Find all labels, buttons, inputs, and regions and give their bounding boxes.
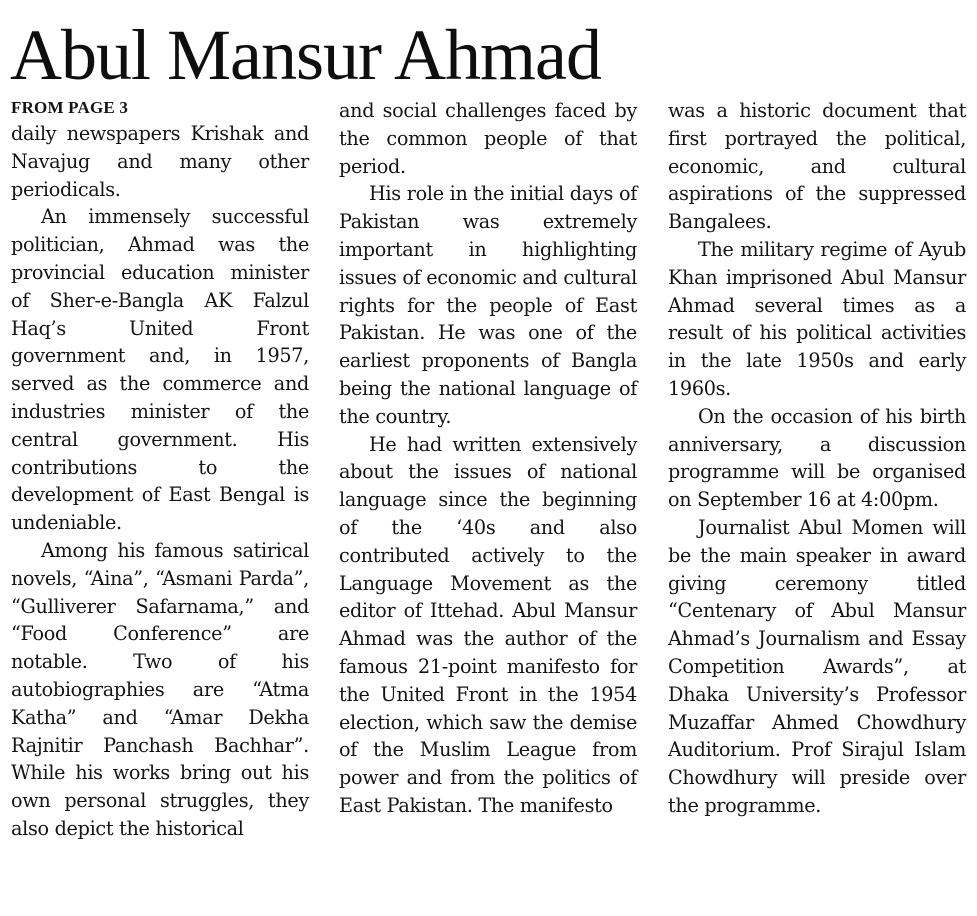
body-paragraph: daily newspapers Krishak and Navajug and many other periodicals. bbox=[11, 122, 309, 201]
article-headline: Abul Mansur Ahmad bbox=[10, 15, 601, 95]
body-paragraph: Among his famous satirical novels, “Aina”, “Asmani Parda”, “Gulliverer Safarnama,” and “Food Conference” are notable. Two of his autobiographies are “Atma Katha” and “Amar Dekha Rajnitir Panchash Bachhar”. While his works bring out his own personal struggles, they also depict the historical bbox=[11, 538, 309, 840]
body-paragraph: An immensely successful politician, Ahmad was the provincial education minister of Sher-e-Bangla AK Falzul Haq’s United Front government and, in 1957, served as the commerce and industries minister of the central government. His contributions to the development of East Bengal is undeniable. bbox=[11, 205, 309, 535]
body-paragraph: His role in the initial days of Pakistan was extremely important in highlighting issues of economic and cultural rights for the people of East Pakistan. He was one of the earliest proponents of Bangla being the national language of the country. bbox=[339, 182, 637, 428]
body-paragraph: and social challenges faced by the common people of that period. bbox=[339, 99, 637, 178]
body-paragraph: The military regime of Ayub Khan imprisoned Abul Mansur Ahmad several times as a result of his political activities in the late 1950s and early 1960s. bbox=[668, 237, 966, 400]
article-column-1 bbox=[11, 120, 309, 843]
article-column-3 bbox=[668, 97, 966, 820]
body-paragraph: He had written extensively about the issues of national language since the beginning of the ‘40s and also contributed actively to the Language Movement as the editor of Ittehad. Abul Mansur Ahmad was the author of the famous 21-point manifesto for the United Front in the 1954 election, which saw the demise of the Muslim League from power and from the politics of East Pakistan. The manifesto bbox=[339, 432, 637, 817]
body-paragraph: Journalist Abul Momen will be the main speaker in award giving ceremony titled “Centenary of Abul Mansur Ahmad’s Journalism and Essay Competition Awards”, at Dhaka University’s Professor Muzaffar Ahmed Chowdhury Auditorium. Prof Sirajul Islam Chowdhury will preside over the programme. bbox=[668, 515, 966, 817]
body-paragraph: was a historic document that first portrayed the political, economic, and cultural aspirations of the suppressed Bangalees. bbox=[668, 99, 966, 234]
article-column-2 bbox=[339, 97, 637, 820]
continued-from-label: FROM PAGE 3 bbox=[11, 98, 129, 117]
body-paragraph: On the occasion of his birth anniversary, a discussion programme will be organised on September 16 at 4:00pm. bbox=[668, 404, 966, 512]
